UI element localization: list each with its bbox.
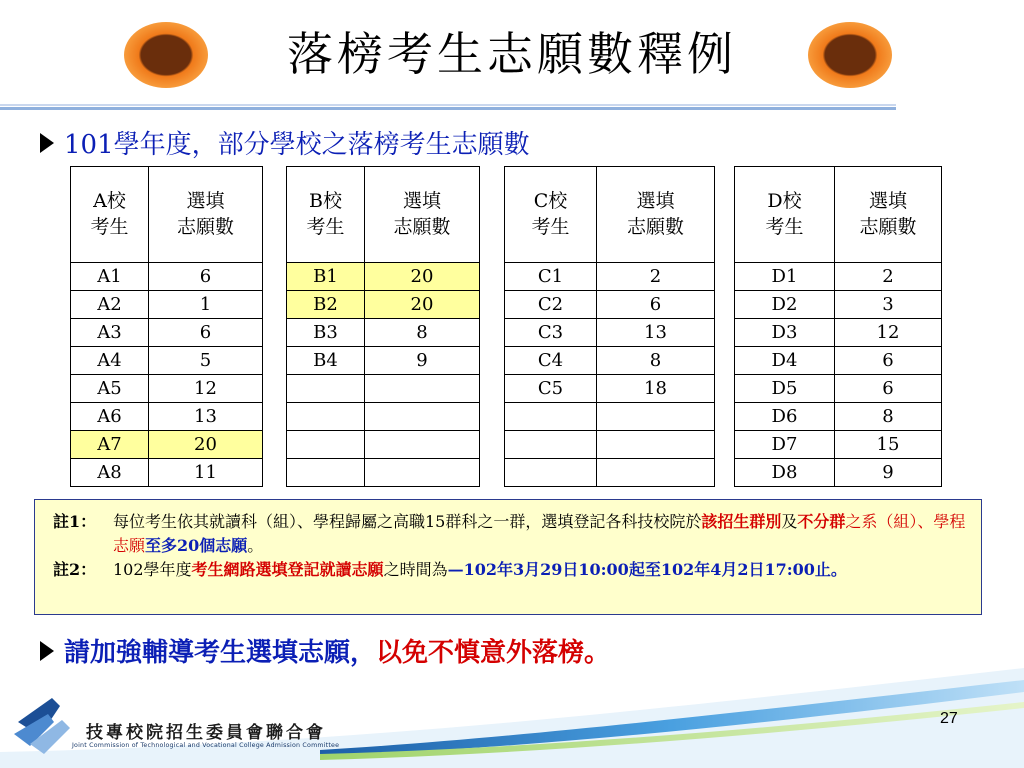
cell-student-id: D5 xyxy=(735,375,835,403)
table-row xyxy=(735,263,942,291)
table-row xyxy=(71,459,263,487)
cell-student-id xyxy=(287,403,365,431)
cell-student-id: A1 xyxy=(71,263,149,291)
note-2-label: 註2： xyxy=(53,560,97,579)
table-row xyxy=(505,431,715,459)
cell-student-id: C2 xyxy=(505,291,597,319)
note-1-label: 註1： xyxy=(53,512,97,531)
cell-choice-count: 2 xyxy=(597,263,715,291)
notes-box xyxy=(34,499,982,615)
table-row xyxy=(71,431,263,459)
cell-student-id xyxy=(287,375,365,403)
table-row xyxy=(287,431,480,459)
cell-student-id: D1 xyxy=(735,263,835,291)
table-school-c xyxy=(504,166,715,487)
footer-wave-graphic xyxy=(0,662,1024,768)
cell-student-id: B4 xyxy=(287,347,365,375)
decorative-orb-right xyxy=(808,22,892,88)
table-row xyxy=(287,375,480,403)
cell-choice-count xyxy=(365,431,480,459)
cell-student-id: A3 xyxy=(71,319,149,347)
cell-choice-count: 5 xyxy=(149,347,263,375)
cell-choice-count: 15 xyxy=(835,431,942,459)
note-1-text-g: 。 xyxy=(247,536,264,555)
cell-student-id: D4 xyxy=(735,347,835,375)
cell-choice-count: 6 xyxy=(149,319,263,347)
cell-choice-count: 20 xyxy=(365,291,480,319)
cell-choice-count: 20 xyxy=(365,263,480,291)
decorative-orb-left xyxy=(124,22,208,88)
bullet-heading-1 xyxy=(40,124,530,161)
cell-choice-count xyxy=(597,459,715,487)
note-1-text-c: 及 xyxy=(781,512,798,531)
table-school-b xyxy=(286,166,480,487)
note-1-text-b: 該招生群別 xyxy=(701,512,782,531)
cell-choice-count: 6 xyxy=(835,375,942,403)
table-row xyxy=(735,291,942,319)
note-2 xyxy=(53,558,967,582)
cell-choice-count: 12 xyxy=(835,319,942,347)
cell-student-id: A5 xyxy=(71,375,149,403)
page-number: 27 xyxy=(940,710,958,727)
cell-student-id: B2 xyxy=(287,291,365,319)
table-row xyxy=(505,459,715,487)
note-1-text-e: 之系（組）、學程志願 xyxy=(113,512,966,555)
note-2-text-b: 考生網路選填登記就讀志願 xyxy=(191,560,384,579)
table-header-row xyxy=(735,167,942,263)
cell-student-id: A7 xyxy=(71,431,149,459)
note-2-text-d: —102年3月29日10:00起至102年4月2日17:00止。 xyxy=(447,560,847,579)
cell-choice-count: 8 xyxy=(365,319,480,347)
arrow-bullet-icon xyxy=(40,133,54,153)
table-school-a xyxy=(70,166,263,487)
cell-choice-count xyxy=(365,375,480,403)
cell-choice-count: 8 xyxy=(597,347,715,375)
cell-choice-count: 12 xyxy=(149,375,263,403)
table-row xyxy=(71,291,263,319)
table-row xyxy=(505,291,715,319)
org-logo-text: 技專校院招生委員會聯合會 xyxy=(86,723,326,743)
table-school-d xyxy=(734,166,942,487)
header-choices: 選填 志願數 xyxy=(835,167,942,263)
cell-choice-count: 18 xyxy=(597,375,715,403)
header-choices: 選填 志願數 xyxy=(149,167,263,263)
cell-choice-count: 6 xyxy=(597,291,715,319)
cell-choice-count: 1 xyxy=(149,291,263,319)
cell-choice-count: 2 xyxy=(835,263,942,291)
cell-choice-count: 9 xyxy=(365,347,480,375)
cell-choice-count: 20 xyxy=(149,431,263,459)
table-row xyxy=(287,291,480,319)
note-2-text-c: 之時間為 xyxy=(383,560,448,579)
table-row xyxy=(505,403,715,431)
cell-choice-count: 8 xyxy=(835,403,942,431)
org-logo-english: Joint Commission of Technological and Vocational College Admission Committee xyxy=(72,742,340,749)
table-header-row xyxy=(71,167,263,263)
cell-choice-count: 6 xyxy=(835,347,942,375)
cell-choice-count: 11 xyxy=(149,459,263,487)
cell-choice-count: 9 xyxy=(835,459,942,487)
cell-student-id: C4 xyxy=(505,347,597,375)
cell-student-id xyxy=(287,431,365,459)
cell-student-id: C5 xyxy=(505,375,597,403)
table-row xyxy=(505,263,715,291)
table-row xyxy=(735,347,942,375)
bullet2-blue-text: 請加強輔導考生選填志願， xyxy=(64,638,377,668)
table-row xyxy=(505,319,715,347)
cell-student-id xyxy=(287,459,365,487)
table-row xyxy=(735,375,942,403)
table-row xyxy=(287,263,480,291)
table-row xyxy=(505,347,715,375)
table-row xyxy=(287,319,480,347)
bullet2-red-text: 以免不慎意外落榜。 xyxy=(376,638,611,668)
title-divider xyxy=(0,104,896,110)
cell-choice-count: 6 xyxy=(149,263,263,291)
table-row xyxy=(71,375,263,403)
cell-student-id: D2 xyxy=(735,291,835,319)
cell-student-id: A6 xyxy=(71,403,149,431)
cell-choice-count: 13 xyxy=(597,319,715,347)
cell-choice-count xyxy=(597,431,715,459)
header-student: B校 考生 xyxy=(287,167,365,263)
cell-student-id xyxy=(505,431,597,459)
cell-student-id xyxy=(505,459,597,487)
table-row xyxy=(287,347,480,375)
note-1-text-a: 每位考生依其就讀科（組）、學程歸屬之高職15群科之一群，選填登記各科技校院於 xyxy=(113,512,702,531)
table-row xyxy=(71,403,263,431)
table-row xyxy=(71,347,263,375)
bullet-text: 學年度，部分學校之落榜考生志願數 xyxy=(113,130,530,160)
note-1 xyxy=(53,510,967,558)
table-row xyxy=(287,403,480,431)
cell-student-id: D3 xyxy=(735,319,835,347)
cell-student-id: D8 xyxy=(735,459,835,487)
header-student: D校 考生 xyxy=(735,167,835,263)
cell-student-id: B3 xyxy=(287,319,365,347)
cell-choice-count: 3 xyxy=(835,291,942,319)
note-1-text-f: 至多20個志願 xyxy=(145,536,248,555)
table-row xyxy=(71,263,263,291)
bullet-year: 101 xyxy=(64,130,114,160)
table-header-row xyxy=(287,167,480,263)
header-student: C校 考生 xyxy=(505,167,597,263)
table-row xyxy=(71,319,263,347)
cell-student-id: B1 xyxy=(287,263,365,291)
cell-student-id: A8 xyxy=(71,459,149,487)
cell-choice-count: 13 xyxy=(149,403,263,431)
table-row xyxy=(735,459,942,487)
cell-student-id: A4 xyxy=(71,347,149,375)
page-title: 落榜考生志願數釋例 xyxy=(287,27,737,81)
table-row xyxy=(287,459,480,487)
note-2-text-a: 102學年度 xyxy=(113,560,192,579)
cell-student-id: A2 xyxy=(71,291,149,319)
table-row xyxy=(735,431,942,459)
cell-student-id: D6 xyxy=(735,403,835,431)
table-row xyxy=(735,319,942,347)
cell-student-id: C3 xyxy=(505,319,597,347)
cell-choice-count xyxy=(365,459,480,487)
table-header-row xyxy=(505,167,715,263)
cell-student-id: C1 xyxy=(505,263,597,291)
cell-choice-count xyxy=(365,403,480,431)
header-choices: 選填 志願數 xyxy=(365,167,480,263)
cell-choice-count xyxy=(597,403,715,431)
table-row xyxy=(505,375,715,403)
cell-student-id: D7 xyxy=(735,431,835,459)
header-choices: 選填 志願數 xyxy=(597,167,715,263)
table-row xyxy=(735,403,942,431)
note-1-text-d: 不分群 xyxy=(797,512,846,531)
arrow-bullet-icon xyxy=(40,641,54,661)
cell-student-id xyxy=(505,403,597,431)
header-student: A校 考生 xyxy=(71,167,149,263)
